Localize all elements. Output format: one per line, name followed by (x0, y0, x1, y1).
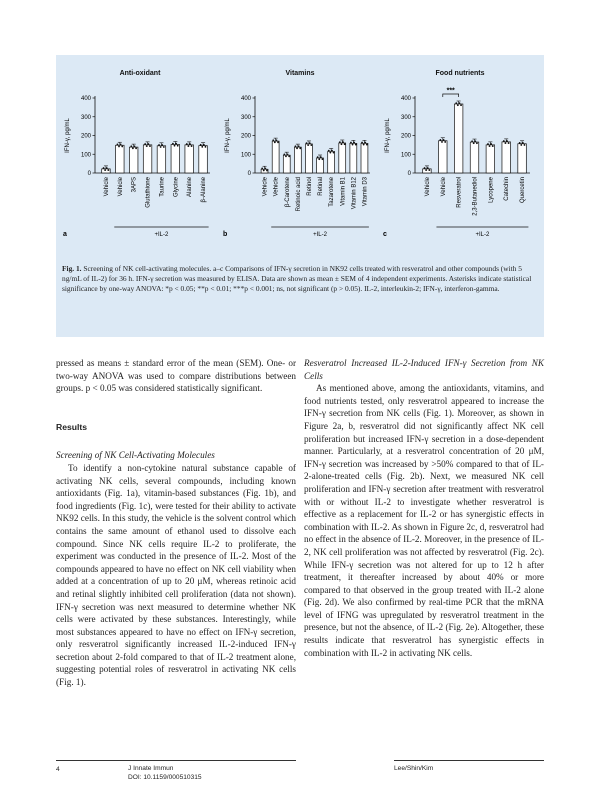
data-point (161, 144, 163, 146)
data-point (341, 143, 343, 145)
data-point (439, 139, 441, 141)
x-tick-label: Retinol (306, 177, 313, 196)
bar (339, 143, 346, 173)
bar (518, 144, 527, 173)
data-point (144, 143, 146, 145)
data-point (457, 104, 459, 106)
bar (116, 145, 125, 173)
il2-label: +IL-2 (475, 232, 490, 238)
x-tick-label: Vehicle (424, 177, 431, 197)
bar (361, 143, 368, 173)
x-tick-label: Vehicle (103, 177, 110, 197)
y-axis-label: IFN-γ, pg/mL (65, 118, 71, 153)
data-point (189, 143, 191, 145)
data-point (459, 102, 461, 104)
data-point (307, 144, 309, 146)
panel-b (220, 65, 380, 265)
y-tick-label: 100 (400, 152, 411, 159)
data-point (205, 146, 207, 148)
y-tick-label: 0 (87, 171, 91, 177)
data-point (460, 104, 462, 106)
data-point (492, 145, 494, 147)
doi: DOI: 10.1159/000510315 (128, 774, 202, 781)
data-point (444, 141, 446, 143)
data-point (322, 158, 324, 160)
x-tick-label: β-Carotene (284, 177, 291, 208)
x-tick-label: Glutathione (145, 177, 152, 208)
y-axis-label: IFN-γ, pg/mL (385, 118, 391, 153)
figure-1 (56, 55, 544, 337)
y-tick-label: 0 (407, 171, 411, 177)
data-point (441, 141, 443, 143)
data-point (186, 143, 188, 145)
y-tick-label: 300 (400, 114, 411, 121)
data-point (443, 139, 445, 141)
x-tick-label: Retinal (318, 177, 325, 196)
page-number: 4 (56, 766, 60, 773)
il2-label: +IL-2 (313, 232, 327, 238)
data-point (263, 170, 265, 172)
data-point (342, 141, 344, 143)
data-point (288, 155, 290, 157)
data-point (522, 142, 524, 144)
data-point (149, 145, 151, 147)
section-subheading: Screening of NK Cell-Activating Molecules (56, 450, 215, 461)
bar (272, 141, 279, 173)
right-column (304, 357, 544, 659)
data-point (283, 153, 285, 155)
panel-a (60, 65, 220, 265)
left-column (56, 357, 296, 689)
data-point (489, 145, 491, 147)
data-point (177, 145, 179, 147)
intro-paragraph: pressed as means ± standard error of the mean (SEM). One- or two-way ANOVA was used to compare distributions between groups. p < 0.05 was considered statistically significant. (56, 358, 296, 394)
data-point (203, 144, 205, 146)
data-point (474, 140, 476, 142)
data-point (366, 144, 368, 146)
data-point (299, 147, 301, 149)
data-point (130, 145, 132, 147)
bar (317, 158, 324, 173)
x-tick-label: Retinoic acid (295, 177, 302, 212)
data-point (363, 144, 365, 146)
y-tick-label: 200 (80, 133, 91, 140)
significance-marker: *** (446, 87, 455, 95)
x-tick-label: Vitamin B12 (351, 177, 358, 210)
data-point (287, 153, 289, 155)
x-tick-label: Vitamin D3 (362, 177, 369, 207)
data-point (320, 156, 322, 158)
y-tick-label: 100 (240, 152, 251, 159)
data-point (147, 143, 149, 145)
data-point (120, 144, 122, 146)
bar (470, 142, 479, 173)
panel-title: Anti-oxidant (119, 70, 161, 77)
data-point (146, 145, 148, 147)
x-tick-label: Taurine (159, 177, 166, 197)
data-point (285, 155, 287, 157)
data-point (187, 145, 189, 147)
data-point (172, 143, 174, 145)
x-tick-label: Quercetin (520, 177, 527, 204)
panel-title: Food nutrients (435, 70, 485, 77)
data-point (295, 145, 297, 147)
y-tick-label: 0 (247, 171, 251, 177)
data-point (353, 142, 355, 144)
data-point (200, 144, 202, 146)
body-paragraph: As mentioned above, among the antioxidants, vitamins, and food nutrients tested, only resveratrol appeared to increase the IFN-γ secretion from NK cells (Fig. 1). Moreover, as shown in Figure 2a, b, resveratrol did not significantly affect NK cell proliferation but increased IFN-γ secretion in a dose-dependent manner. Particularly, at a resveratrol concentration of 20 μM, IFN-γ secretion was increased by >50% compared to that of IL-2-alone-treated cells (Fig. 2b). Next, we measured NK cell proliferation and IFN-γ secretion after treatment with resveratrol with or without IL-2 to investigate whether resveratrol is effective as a replacement for IL-2 or has synergistic effects in combination with IL-2. As shown in Figure 2c, d, resveratrol had no effect in the absence of IL-2. Moreover, in the presence of IL-2, NK cell proliferation was not affected by resveratrol (Fig. 2c). While IFN-γ secretion was not altered for up to 12 h after treatment, it thereafter increased by about 40% or more compared to that observed in the group treated with IL-2 alone (Fig. 2d). We also confirmed by real-time PCR that the mRNA level of IFNG was upregulated by resveratrol treatment in the presence, but not the absence, of IL-2 (Fig. 2e). Altogether, these results indicate that resveratrol has synergistic effects in combination with IL-2 in activating NK cells. (304, 383, 544, 658)
footer-rule-right (394, 760, 544, 761)
x-tick-label: Vehicle (262, 177, 269, 197)
panel-letter: a (63, 231, 67, 238)
data-point (264, 168, 266, 170)
panel-c (380, 65, 540, 265)
data-point (331, 150, 333, 152)
data-point (158, 144, 160, 146)
bar (171, 145, 180, 174)
y-tick-label: 200 (400, 133, 411, 140)
chart-anti-oxidant (60, 65, 220, 265)
x-tick-label: Tazarotene (329, 177, 336, 207)
x-tick-label: Glycine (173, 177, 180, 198)
section-subheading: Resveratrol Increased IL-2-Induced IFN-γ Secretion from NK Cells (304, 358, 544, 381)
bar (454, 104, 463, 173)
y-tick-label: 400 (80, 96, 91, 102)
bar (199, 146, 208, 173)
data-point (272, 139, 274, 141)
data-point (473, 142, 475, 144)
data-point (428, 169, 430, 171)
data-point (104, 169, 106, 171)
data-point (175, 143, 177, 145)
data-point (276, 139, 278, 141)
data-point (277, 141, 279, 143)
data-point (505, 142, 507, 144)
x-tick-label: Vitamin B1 (340, 177, 347, 206)
bar (157, 146, 166, 173)
data-point (425, 169, 427, 171)
data-point (503, 140, 505, 142)
caption-label: Fig. 1. (62, 264, 82, 273)
data-point (117, 144, 119, 146)
data-point (508, 142, 510, 144)
data-point (519, 142, 521, 144)
bar (502, 142, 511, 173)
y-tick-label: 400 (400, 96, 411, 102)
data-point (455, 102, 457, 104)
footer-rule-left (56, 760, 296, 761)
bar (350, 143, 357, 173)
x-tick-label: Resveratrol (456, 177, 463, 208)
x-tick-label: Alanine (187, 177, 194, 198)
y-tick-label: 200 (240, 133, 251, 140)
panel-letter: c (383, 231, 387, 238)
results-heading: Results (56, 421, 88, 432)
data-point (471, 140, 473, 142)
il2-label: +IL-2 (154, 232, 169, 238)
data-point (106, 167, 108, 169)
data-point (296, 147, 298, 149)
data-point (317, 156, 319, 158)
panel-letter: b (223, 231, 228, 238)
data-point (134, 145, 136, 147)
body-paragraph: To identify a non-cytokine natural substance capable of activating NK cells, several compounds, including known antioxidants (Fig. 1a), vitamin-based substances (Fig. 1b), and food ingredients (Fig. 1c), were tested for their ability to activate NK92 cells. In this study, the vehicle is the solvent control which contains the same amount of ethanol used to dissolve each compound. Since NK cells require IL-2 to proliferate, the experiment was conducted in the presence of IL-2. Most of the compounds appeared to have no effect on NK cell viability when added at a concentration of up to 20 μM, whereas retinoic acid and retinal slightly inhibited cell proliferation (data not shown). IFN-γ secretion was next measured to determine whether NK cells were activated by these substances. Interestingly, while most substances appeared to have no effect on IFN-γ secretion, only resveratrol significantly increased IL-2-induced IFN-γ secretion about 2-fold compared to that of IL-2 treatment alone, suggesting potential roles of resveratrol in activating NK cells (Fig. 1). (56, 462, 296, 688)
data-point (524, 144, 526, 146)
figure-caption (62, 264, 538, 294)
bar (328, 151, 335, 173)
caption-text: Screening of NK cell-activating molecules. a–c Comparisons of IFN-γ secretion in NK92 cells treated with resveratrol and other compounds (with 5 ng/mL of IL-2) for 36 h. IFN-γ secretion was measured by ELISA. Data are shown as mean ± SEM of 4 independent experiments. Asterisks indicate statistical significance by one-way ANOVA: *p < 0.05; **p < 0.01; ***p < 0.001; ns, not significant (p > 0.05). IL-2, interleukin-2; IFN-γ, interferon-gamma. (62, 264, 532, 293)
x-tick-label: Catechin (504, 177, 511, 201)
data-point (160, 146, 162, 148)
data-point (121, 146, 123, 148)
bar (143, 145, 152, 173)
chart-vitamins (220, 65, 380, 265)
x-tick-label: Vehicle (117, 177, 124, 197)
bar (439, 141, 448, 173)
data-point (261, 168, 263, 170)
x-tick-label: Lycopene (488, 177, 495, 203)
bar (486, 145, 495, 173)
bar (283, 155, 290, 173)
data-point (107, 169, 109, 171)
y-tick-label: 400 (240, 96, 251, 102)
data-point (201, 146, 203, 148)
data-point (364, 142, 366, 144)
bar (306, 144, 313, 173)
x-tick-label: 2,3-Butanediol (472, 177, 479, 216)
data-point (163, 146, 165, 148)
data-point (103, 167, 105, 169)
bar (185, 145, 194, 173)
data-point (118, 146, 120, 148)
data-point (309, 142, 311, 144)
data-point (476, 142, 478, 144)
x-tick-label: Vehicle (440, 177, 447, 197)
panel-title: Vitamins (285, 70, 315, 77)
data-point (298, 145, 300, 147)
data-point (191, 145, 193, 147)
data-point (506, 140, 508, 142)
data-point (329, 152, 331, 154)
data-point (490, 143, 492, 145)
bar (129, 147, 138, 173)
data-point (355, 144, 357, 146)
data-point (339, 141, 341, 143)
y-tick-label: 100 (80, 152, 91, 159)
bar (294, 147, 301, 173)
data-point (352, 144, 354, 146)
data-point (333, 152, 335, 154)
data-point (266, 170, 268, 172)
x-tick-label: 3APS (131, 177, 138, 193)
data-point (328, 150, 330, 152)
data-point (135, 147, 137, 149)
data-point (361, 142, 363, 144)
data-point (344, 143, 346, 145)
x-tick-label: Vehicle (273, 177, 280, 197)
y-axis-label: IFN-γ, pg/mL (225, 118, 231, 153)
y-tick-label: 300 (240, 114, 251, 121)
y-tick-label: 300 (80, 114, 91, 121)
data-point (424, 167, 426, 169)
data-point (318, 158, 320, 160)
x-tick-label: β-Alanine (201, 177, 208, 203)
journal-name: J Innate Immun (128, 765, 174, 772)
data-point (350, 142, 352, 144)
chart-food-nutrients (380, 65, 540, 265)
data-point (274, 141, 276, 143)
data-point (174, 145, 176, 147)
data-point (487, 143, 489, 145)
data-point (520, 144, 522, 146)
authors: Lee/Shin/Kim (394, 765, 434, 772)
data-point (306, 142, 308, 144)
data-point (310, 144, 312, 146)
data-point (427, 167, 429, 169)
data-point (132, 147, 134, 149)
